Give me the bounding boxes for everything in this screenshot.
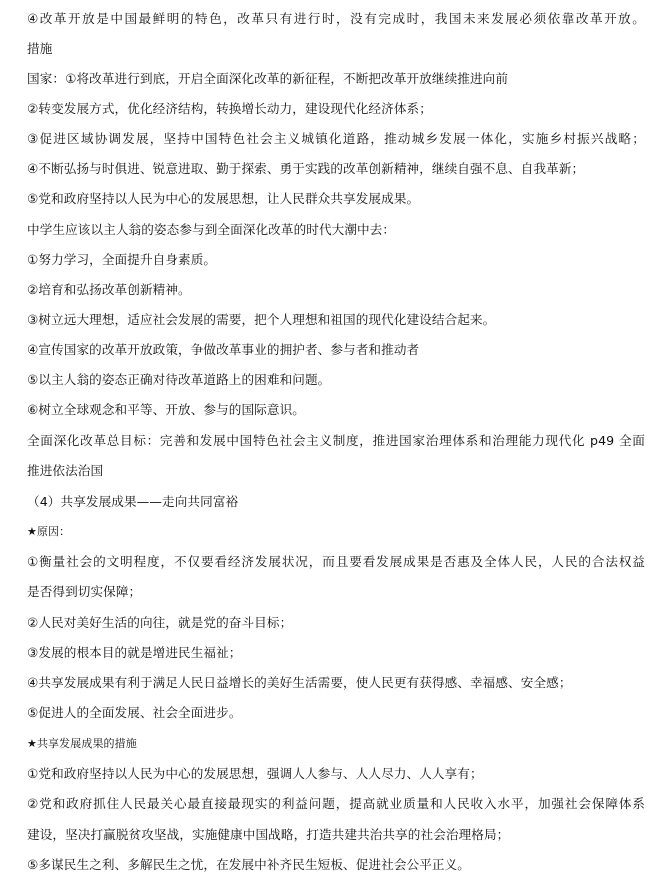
text-line-student-3: ③树立远大理想，适应社会发展的需要，把个人理想和祖国的现代化建设结合起来。: [27, 312, 496, 327]
text-line-shared-measure-3: ⑤多谋民生之利、多解民生之忧，在发展中补齐民生短板、促进社会公平正义。: [27, 857, 470, 872]
text-line-state-measure-3: ③促进区域协调发展，坚持中国特色社会主义城镇化道路，推动城乡发展一体化，实施乡村振兴战略；: [27, 131, 645, 146]
text-line-student-1: ①努力学习，全面提升自身素质。: [27, 252, 217, 267]
text-line-overall-goal-cont: 推进依法治国: [27, 463, 104, 478]
heading-reasons: ★原因：: [27, 525, 71, 538]
text-line-reason-4: ④共享发展成果有利于满足人民日益增长的美好生活需要，使人民更有获得感、幸福感、安全感；: [27, 675, 572, 690]
text-line-reason-2: ②人民对美好生活的向往，就是党的奋斗目标；: [27, 615, 293, 630]
text-line-shared-measure-2-cont: 建设，坚决打赢脱贫攻坚战，实施健康中国战略，打造共建共治共享的社会治理格局；: [27, 827, 510, 842]
heading-measures: 措施: [27, 41, 53, 56]
text-line-student-4: ④宣传国家的改革开放政策，争做改革事业的拥护者、参与者和推动者: [27, 342, 420, 357]
text-line-reason-1-cont: 是否得到切实保障；: [27, 584, 142, 599]
text-line-student-5: ⑤以主人翁的姿态正确对待改革道路上的困难和问题。: [27, 372, 331, 387]
text-line-shared-measure-2: ②党和政府抓住人民最关心最直接最现实的利益问题，提高就业质量和人民收入水平，加强社会保障体系: [27, 796, 645, 811]
text-line-reform-feature: ④改革开放是中国最鲜明的特色，改革只有进行时，没有完成时，我国未来发展必须依靠改革开放。: [27, 11, 645, 26]
text-line-reason-1: ①衡量社会的文明程度，不仅要看经济发展状况，而且要看发展成果是否惠及全体人民，人民的合法权益: [27, 554, 645, 569]
text-line-students-heading: 中学生应该以主人翁的姿态参与到全面深化改革的时代大潮中去：: [27, 222, 396, 237]
text-line-state-measure-4: ④不断弘扬与时俱进、锐意进取、勤于探索、勇于实践的改革创新精神，继续自强不息、自我革新；: [27, 161, 585, 176]
heading-shared-measures: ★共享发展成果的措施: [27, 737, 137, 750]
text-line-state-measure-2: ②转变发展方式，优化经济结构，转换增长动力，建设现代化经济体系；: [27, 101, 432, 116]
text-line-student-2: ②培育和弘扬改革创新精神。: [27, 282, 191, 297]
text-line-state-measure-5: ⑤党和政府坚持以人民为中心的发展思想，让人民群众共享发展成果。: [27, 191, 420, 206]
text-line-reason-5: ⑤促进人的全面发展、社会全面进步。: [27, 705, 242, 720]
text-line-reason-3: ③发展的根本目的就是增进民生福祉；: [27, 645, 242, 660]
section-heading-shared-development: （4）共享发展成果——走向共同富裕: [27, 494, 239, 509]
text-line-overall-goal: 全面深化改革总目标：完善和发展中国特色社会主义制度，推进国家治理体系和治理能力现代化 p49 全面: [27, 433, 645, 448]
text-line-student-6: ⑥树立全球观念和平等、开放、参与的国际意识。: [27, 402, 305, 417]
text-line-shared-measure-1: ①党和政府坚持以人民为中心的发展思想，强调人人参与、人人尽力、人人享有；: [27, 766, 483, 781]
text-line-state-measure-1: 国家：①将改革进行到底，开启全面深化改革的新征程，不断把改革开放继续推进向前: [27, 71, 509, 86]
